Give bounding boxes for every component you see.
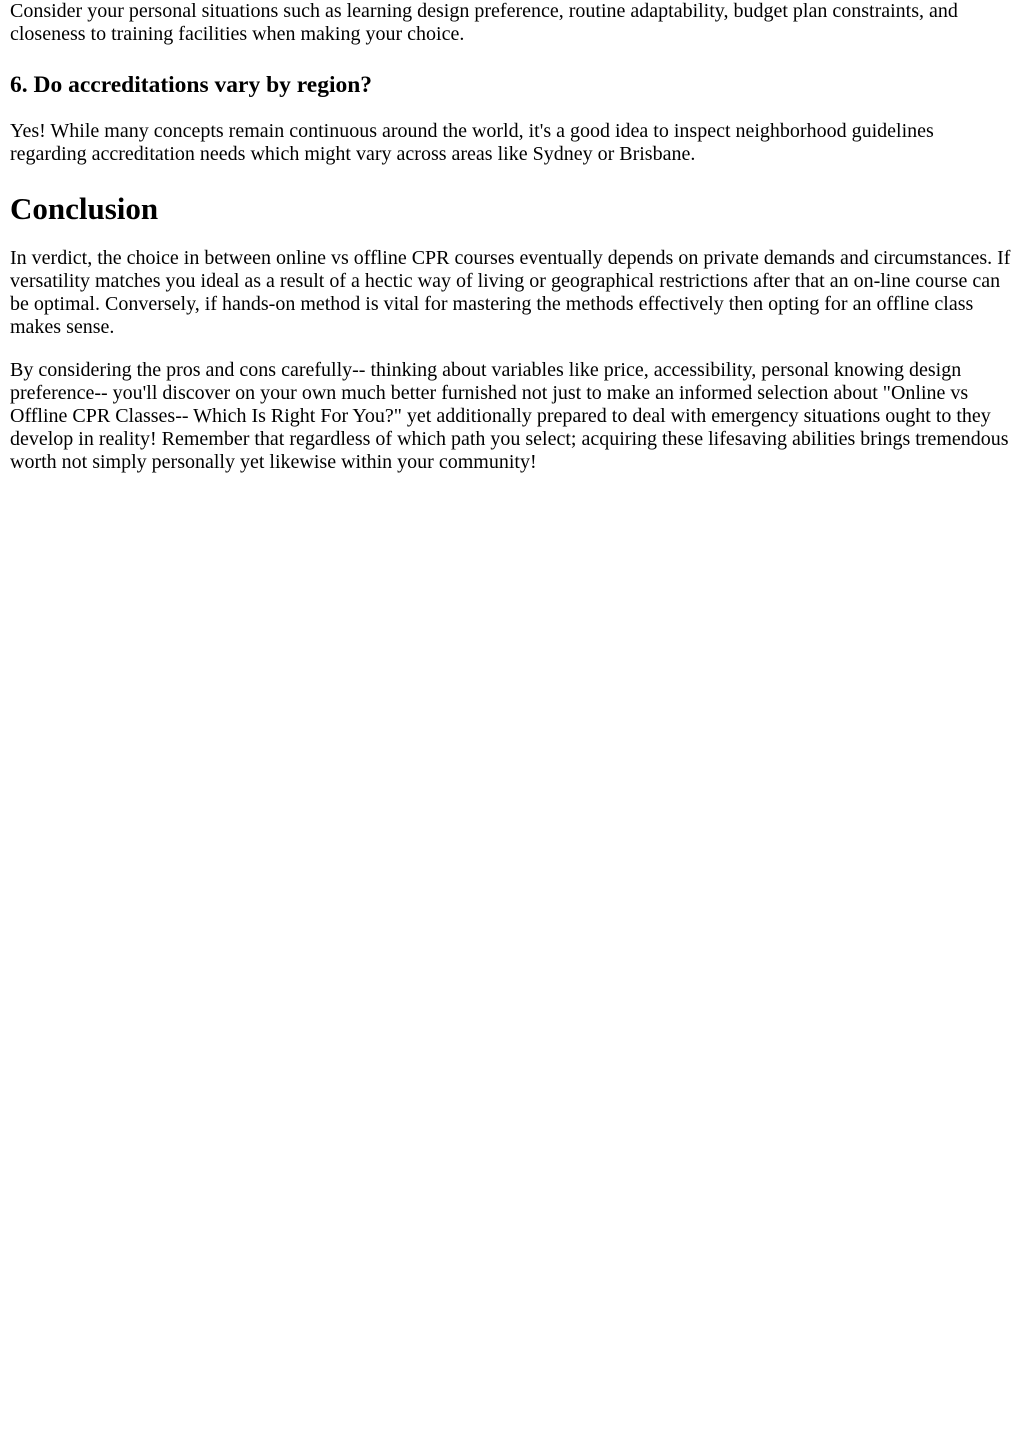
conclusion-heading: Conclusion <box>10 191 159 226</box>
conclusion-paragraph: By considering the pros and cons carefully-- thinking about variables like price, accessibility, personal knowing design preference-- you'll discover on your own much better furnished not just to make an informed selection about "Online vs Offline CPR Classes-- Which Is Right For You?" yet additionally prepared to deal with emergency situations ought to they develop in reality! Remember that regardless of which path you select; acquiring these lifesaving abilities brings tremendous worth not simply personally yet likewise within your community! <box>10 359 1009 473</box>
conclusion-paragraph: In verdict, the choice in between online vs offline CPR courses eventually depends on private demands and circumstances. If versatility matches you ideal as a result of a hectic way of living or geographical restrictions after that an on-line course can be optimal. Conversely, if hands-on method is vital for mastering the methods effectively then opting for an offline class makes sense. <box>10 247 1011 338</box>
faq-question-heading: 6. Do accreditations vary by region? <box>10 72 373 98</box>
article-body <box>0 0 1024 474</box>
faq-answer-paragraph: Yes! While many concepts remain continuous around the world, it's a good idea to inspect neighborhood guidelines regarding accreditation needs which might vary across areas like Sydney or Brisbane. <box>10 120 934 165</box>
intro-paragraph: Consider your personal situations such as learning design preference, routine adaptability, budget plan constraints, and closeness to training facilities when making your choice. <box>10 0 958 45</box>
